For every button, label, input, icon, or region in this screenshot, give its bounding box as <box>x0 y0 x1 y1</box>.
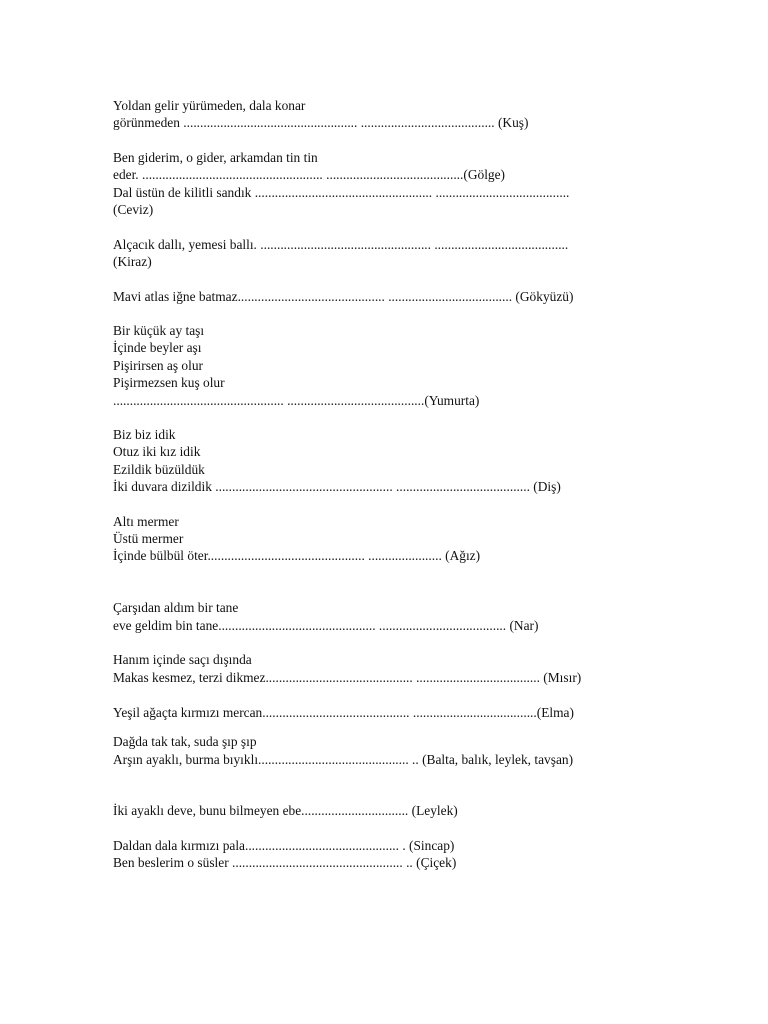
riddle-line: Dal üstün de kilitli sandık ..................................................... ........................................ <box>113 185 570 200</box>
riddle-line: Makas kesmez, terzi dikmez............................................ ..................................... (Mısır) <box>113 670 582 685</box>
riddle-line: Pişirirsen aş olur <box>113 358 204 373</box>
riddle-line: Alçacık dallı, yemesi ballı. ................................................... ........................................ <box>113 237 569 252</box>
riddle-line: Yoldan gelir yürümeden, dala konar <box>113 98 306 113</box>
riddle-line: İçinde beyler aşı <box>113 340 202 355</box>
riddle-line: Üstü mermer <box>113 531 184 546</box>
riddle-line: Ezildik büzüldük <box>113 462 205 477</box>
riddle-line: Daldan dala kırmızı pala.............................................. . (Sincap) <box>113 838 455 853</box>
riddle-line: İki duvara dizildik ..................................................... ........................................ (Diş) <box>113 479 561 494</box>
riddle-line: Yeşil ağaçta kırmızı mercan............................................ .....................................(Elma) <box>113 705 574 720</box>
riddle-line: Bir küçük ay taşı <box>113 323 205 338</box>
riddle-line: Pişirmezsen kuş olur <box>113 375 225 390</box>
riddle-line: Hanım içinde saçı dışında <box>113 652 252 667</box>
riddle-line: Altı mermer <box>113 514 179 529</box>
riddle-line: Biz biz idik <box>113 427 176 442</box>
riddle-line: Arşın ayaklı, burma bıyıklı............................................. .. (Balta, balık, leylek, tavşan) <box>113 752 574 767</box>
riddle-line: Dağda tak tak, suda şıp şıp <box>113 734 257 749</box>
riddle-line: Otuz iki kız idik <box>113 444 201 459</box>
riddle-line: ................................................... .........................................(Yumurta) <box>113 393 480 408</box>
riddle-line: Çarşıdan aldım bir tane <box>113 600 239 615</box>
riddle-line: Ben giderim, o gider, arkamdan tin tin <box>113 150 318 165</box>
riddle-line: İki ayaklı deve, bunu bilmeyen ebe................................ (Leylek) <box>113 803 458 818</box>
riddle-line: İçinde bülbül öter............................................... ...................... (Ağız) <box>113 548 481 563</box>
riddle-line: görünmeden .................................................... ........................................ (Kuş) <box>113 115 529 130</box>
riddle-line: eder. ...................................................... .........................................(Gölge) <box>113 167 506 182</box>
riddle-line: Mavi atlas iğne batmaz............................................ ..................................... (Gökyüzü) <box>113 289 574 304</box>
riddle-line: Ben beslerim o süsler ................................................... .. (Çiçek) <box>113 855 457 870</box>
riddle-line: (Ceviz) <box>113 202 154 217</box>
riddle-line: (Kiraz) <box>113 254 152 269</box>
riddle-line: eve geldim bin tane............................................... ...................................... (Nar) <box>113 618 539 633</box>
